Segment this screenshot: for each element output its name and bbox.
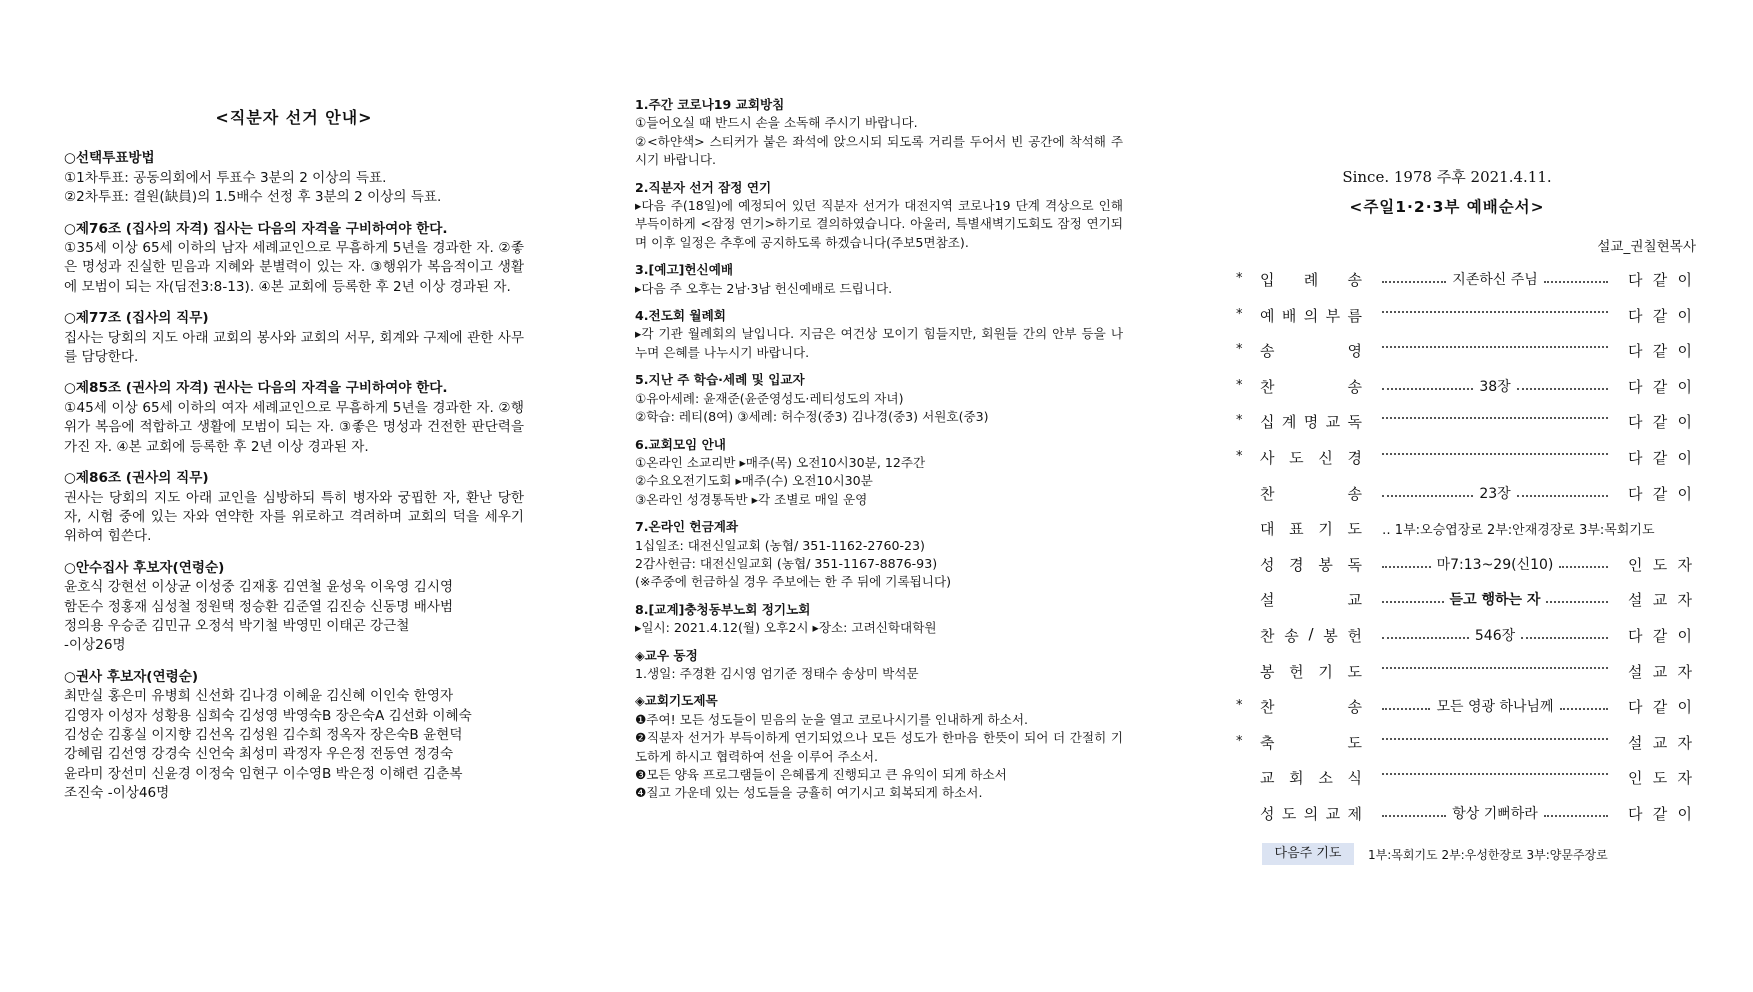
left-line: ②2차투표: 결원(缺員)의 1.5배수 선정 후 3분의 2 이상의 득표. (64, 189, 442, 206)
leader-char: 다 (1628, 626, 1643, 645)
dot-leader (1544, 281, 1608, 283)
standing-marker: * (1236, 377, 1243, 393)
order-item-char: 식 (1347, 769, 1362, 788)
order-item-detail: 23장 (1479, 485, 1511, 502)
leader-char: 도 (1652, 555, 1668, 574)
worship-order-row (1232, 407, 1692, 443)
left-line: 김성순 김홍실 이지향 김선옥 김성원 김수희 정옥자 장은숙B 윤현덕 (64, 726, 463, 743)
leader-char: 같 (1652, 626, 1668, 645)
middle-line: ❹질고 가운데 있는 성도들을 긍휼히 여기시고 회복되게 하소서. (635, 785, 983, 801)
order-item-leader-name (1628, 554, 1692, 575)
worship-order-row (1232, 372, 1692, 408)
worship-order-title: <주일1·2·3부 예배순서> (1349, 198, 1545, 216)
order-item-leader (1382, 269, 1608, 289)
worship-order-row (1232, 728, 1692, 764)
leader-char: 자 (1677, 733, 1692, 752)
leader-char: 다 (1628, 804, 1643, 823)
standing-marker: * (1236, 306, 1243, 322)
dot-leader (1382, 738, 1608, 740)
order-item-char: 명 (1303, 413, 1319, 432)
order-item-char: 송 (1347, 484, 1362, 503)
middle-section (635, 647, 1123, 684)
middle-line: ①유아세례: 윤재준(윤준영성도·레티성도의 자녀) (635, 390, 904, 406)
order-item-char: 설 (1260, 591, 1275, 610)
middle-line: ▸일시: 2021.4.12(월) 오후2시 ▸장소: 고려신학대학원 (635, 620, 937, 636)
order-item-detail: 듣고 행하는 자 (1449, 592, 1541, 609)
worship-order-row (1232, 657, 1692, 693)
order-item-detail: 마7:13~29(신10) (1436, 556, 1554, 573)
middle-line: ▸각 기관 월례회의 날입니다. 지금은 여건상 모이기 힘들지만, 회원들 간의 안부 등을 나누며 은혜를 나누시기 바랍니다. (635, 326, 1123, 360)
left-line: 윤라미 장선미 신윤경 이정숙 임현구 이수영B 박은정 이해련 김춘복 (64, 765, 463, 782)
leader-char: 교 (1652, 733, 1668, 752)
dot-leader (1382, 495, 1473, 497)
order-item-leader (1382, 767, 1608, 775)
order-item-char: 송 (1347, 271, 1362, 289)
standing-marker: * (1236, 448, 1243, 464)
order-item-char: 찬 (1260, 484, 1275, 503)
leader-char: 인 (1628, 769, 1643, 788)
middle-section (635, 692, 1123, 802)
dot-leader (1382, 453, 1608, 455)
leader-char: 같 (1652, 804, 1668, 823)
order-item-char: 십 (1260, 413, 1275, 432)
leader-char: 같 (1652, 306, 1668, 325)
middle-section (635, 261, 1123, 298)
order-item-char: 표 (1289, 520, 1304, 539)
order-item-leader-name (1628, 376, 1692, 397)
left-line: 집사는 당회의 지도 아래 교회의 봉사와 교회의 서무, 회계와 구제에 관한 사무를 담당한다. (64, 329, 524, 366)
order-item-char: 교 (1347, 591, 1362, 610)
leader-char: 같 (1652, 413, 1668, 432)
order-item-name (1260, 732, 1362, 753)
middle-line: ②수요오전기도회 ▸매주(수) 오전10시30분 (635, 473, 873, 489)
order-item-detail: 지존하신 주님 (1452, 272, 1538, 288)
left-section (64, 309, 524, 367)
order-item-name (1260, 305, 1362, 326)
order-item-detail: 항상 기뻐하라 (1452, 805, 1538, 822)
left-section (64, 469, 524, 547)
order-item-leader (1382, 376, 1608, 396)
order-item-char: 성 (1260, 555, 1275, 574)
leader-char: 교 (1652, 662, 1668, 681)
middle-line: ①들어오실 때 반드시 손을 소독해 주시기 바랍니다. (635, 115, 918, 131)
election-guide-column (64, 108, 524, 816)
order-item-leader (1382, 554, 1608, 574)
left-section (64, 220, 524, 298)
order-item-detail: 546장 (1474, 627, 1516, 644)
order-item-leader-name (1628, 767, 1692, 788)
leader-char: 같 (1652, 377, 1668, 396)
middle-heading: 8.[교계]충청동부노회 정기노회 (635, 601, 811, 617)
preacher: 설교_권칠현목사 (1597, 239, 1696, 255)
election-title: <직분자 선거 안내> (215, 108, 373, 127)
standing-marker: * (1236, 271, 1243, 286)
order-item-name (1260, 483, 1362, 504)
order-item-char: 도 (1347, 662, 1362, 681)
left-heading: ○제86조 (권사의 직무) (64, 470, 209, 487)
middle-heading: 2.직분자 선거 잠정 연기 (635, 179, 772, 195)
left-line: 김영자 이성자 성황용 심희숙 김성영 박영숙B 장은숙A 김선화 이혜숙 (64, 707, 472, 724)
order-item-char: 도 (1289, 448, 1304, 467)
order-item-char: 사 (1260, 448, 1275, 467)
worship-order-row (1232, 443, 1692, 479)
order-item-leader (1382, 625, 1608, 645)
order-item-char: 찬 (1260, 377, 1275, 396)
order-item-leader-name (1628, 340, 1692, 361)
left-line: ①1차투표: 공동의회에서 투표수 3분의 2 이상의 득표. (64, 169, 387, 186)
order-item-char: 영 (1347, 342, 1362, 361)
order-item-leader (1382, 696, 1608, 716)
order-item-leader (1382, 803, 1608, 823)
order-item-name (1260, 340, 1362, 361)
order-item-char: 송 (1260, 342, 1275, 361)
dot-leader (1544, 815, 1608, 817)
worship-order-row (1232, 550, 1692, 586)
worship-order-row (1232, 799, 1692, 835)
order-item-leader-name (1628, 411, 1692, 432)
standing-marker: * (1236, 342, 1243, 358)
order-item-name (1260, 625, 1362, 646)
middle-heading: ◈교우 동정 (635, 647, 698, 663)
left-heading: ○제85조 (권사의 자격) 권사는 다음의 자격을 구비하여야 한다. (64, 380, 448, 397)
order-item-char: 신 (1318, 448, 1333, 467)
order-item-char: 헌 (1347, 626, 1362, 645)
order-item-leader-name (1628, 269, 1692, 290)
order-item-char: 축 (1260, 733, 1275, 752)
middle-section (635, 179, 1123, 253)
leader-char: 자 (1677, 662, 1692, 681)
middle-line: ③온라인 성경통독반 ▸각 조별로 매일 운영 (635, 491, 868, 507)
order-item-detail: 모든 영광 하나님께 (1436, 699, 1554, 716)
dot-leader (1517, 495, 1608, 497)
worship-order-row (1232, 621, 1692, 657)
order-item-char: 찬 (1260, 698, 1275, 717)
middle-section (635, 436, 1123, 510)
dot-leader (1382, 815, 1446, 817)
left-line: 윤호식 강현선 이상균 이성중 김재홍 김연철 윤성욱 이욱영 김시영 (64, 579, 454, 596)
left-heading: ○제77조 (집사의 직무) (64, 310, 209, 327)
left-line: 최만실 홍은미 유병희 신선화 김나경 이혜윤 김신혜 이인숙 한영자 (64, 688, 454, 705)
order-item-leader (1382, 483, 1608, 503)
leader-char: 도 (1652, 769, 1668, 788)
left-line: 정의용 우승준 김민규 오정석 박기철 박영민 이태곤 강근철 (64, 617, 410, 634)
leader-char: 다 (1628, 413, 1643, 432)
order-item-name (1260, 696, 1362, 717)
order-item-name (1260, 803, 1362, 824)
order-item-char: 도 (1281, 804, 1297, 823)
middle-section (635, 518, 1123, 592)
order-item-name (1260, 661, 1362, 682)
order-item-char: 교 (1325, 413, 1341, 432)
leader-char: 다 (1628, 448, 1643, 467)
order-item-name (1260, 589, 1362, 610)
left-section (64, 149, 524, 207)
leader-char: 다 (1628, 342, 1643, 361)
order-item-name (1260, 376, 1362, 397)
leader-char: 이 (1677, 342, 1692, 361)
leader-char: 이 (1677, 804, 1692, 823)
left-line: ①45세 이상 65세 이하의 여자 세례교인으로 무흠하게 5년을 경과한 자. ②행위가 복음에 적합하고 생활에 모범이 되는 자. ③좋은 명성과 건전한 판단력을 가진 자. ④본 교회에 등록한 후 2년 이상 경과된 자. (64, 399, 524, 455)
order-item-char: 대 (1260, 520, 1275, 539)
worship-order-row (1232, 265, 1692, 301)
worship-order-row (1232, 585, 1692, 621)
middle-section (635, 96, 1123, 170)
order-item-char: 송 (1347, 377, 1362, 396)
order-item-leader-name (1628, 696, 1692, 717)
leader-char: 같 (1652, 448, 1668, 467)
worship-order-row (1232, 479, 1692, 515)
order-item-char: 헌 (1289, 662, 1304, 681)
order-item-char: 성 (1260, 804, 1275, 823)
left-heading: ○안수집사 후보자(연령순) (64, 559, 225, 576)
dot-leader (1382, 281, 1446, 283)
order-item-leader (1382, 589, 1608, 609)
leader-char: 같 (1652, 342, 1668, 361)
dot-leader (1382, 311, 1608, 313)
dot-leader (1521, 637, 1608, 639)
standing-marker: * (1236, 413, 1243, 429)
worship-order-row (1232, 692, 1692, 728)
leader-char: 이 (1677, 377, 1692, 396)
leader-char: 이 (1677, 413, 1692, 432)
leader-char: 설 (1628, 733, 1643, 752)
middle-heading: 7.온라인 헌금계좌 (635, 519, 739, 535)
order-item-char: 도 (1347, 520, 1362, 539)
order-item-char: 의 (1303, 306, 1319, 325)
order-item-char: 예 (1260, 306, 1275, 325)
middle-line: 1.생일: 주경환 김시영 엄기준 정태수 송상미 박석문 (635, 665, 919, 681)
order-item-char: 회 (1289, 769, 1304, 788)
order-item-char: 독 (1347, 555, 1362, 574)
standing-marker: * (1236, 733, 1243, 749)
middle-line: (※주중에 헌금하실 경우 주보에는 한 주 뒤에 기록됩니다) (635, 574, 952, 590)
leader-char: 다 (1628, 377, 1643, 396)
announcements-column (635, 96, 1123, 812)
leader-char: 설 (1628, 662, 1643, 681)
order-item-char: 찬 (1260, 626, 1275, 645)
order-item-name (1260, 767, 1362, 788)
order-item-char: 도 (1347, 733, 1362, 752)
leader-char: 이 (1677, 484, 1692, 503)
leader-char: 이 (1677, 698, 1692, 717)
middle-line: ❸모든 양육 프로그램들이 은혜롭게 진행되고 큰 유익이 되게 하소서 (635, 767, 1007, 782)
leader-char: 설 (1628, 591, 1643, 610)
dot-leader (1559, 566, 1608, 568)
order-item-char: 계 (1281, 413, 1297, 432)
dot-leader (1382, 773, 1608, 775)
order-item-char: / (1308, 624, 1314, 643)
order-item-char: 입 (1260, 271, 1275, 289)
next-week-prayer-label: 다음주 기도 (1262, 843, 1354, 865)
leader-char: 같 (1652, 484, 1668, 503)
leader-char: 다 (1628, 271, 1643, 289)
order-item-leader (1382, 447, 1608, 455)
middle-line: 1십일조: 대전신일교회 (농협/ 351-1162-2760-23) (635, 537, 925, 553)
left-line: 함돈수 정홍재 심성철 정원택 정승환 김준열 김진승 신동명 배사범 (64, 598, 454, 615)
worship-order-row (1232, 336, 1692, 372)
order-item-name (1260, 518, 1362, 539)
middle-line: ②<하얀색> 스티커가 붙은 좌석에 앉으시되 되도록 거리를 두어서 빈 공간에 착석해 주시기 바랍니다. (635, 133, 1123, 168)
middle-line: ▸다음 주(18일)에 예정되어 있던 직분자 선거가 대전지역 코로나19 단계 격상으로 인해 부득이하게 <잠정 연기>하기로 결의하였습니다. 아울러, 특별새벽기도회도 잠정 연기되며 이후 일정은 추후에 공지하도록 하겠습니다(주보5면참조). (635, 198, 1123, 250)
leader-char: 자 (1677, 555, 1692, 574)
order-item-char: 기 (1318, 662, 1333, 681)
leader-char: 자 (1677, 769, 1692, 788)
order-item-char: 봉 (1318, 555, 1333, 574)
left-heading: ○권사 후보자(연령순) (64, 668, 199, 685)
order-item-char: 교 (1325, 804, 1341, 823)
order-item-char: 배 (1281, 306, 1297, 325)
order-item-char: 기 (1318, 520, 1333, 539)
leader-char: 이 (1677, 626, 1692, 645)
left-line: 조진숙 -이상46명 (64, 785, 170, 802)
middle-line: ①온라인 소교리반 ▸매주(목) 오전10시30분, 12주간 (635, 454, 926, 470)
leader-char: 교 (1652, 591, 1668, 610)
order-item-leader-name (1628, 447, 1692, 468)
left-heading: ○선택투표방법 (64, 150, 155, 167)
order-item-leader (1382, 340, 1608, 348)
leader-char: 다 (1628, 698, 1643, 717)
leader-char: 이 (1677, 271, 1692, 289)
dot-leader (1382, 566, 1431, 568)
order-item-char: 경 (1347, 448, 1362, 467)
middle-heading: 1.주간 코로나19 교회방침 (635, 97, 785, 112)
leader-char: 같 (1652, 698, 1668, 717)
left-line: ①35세 이상 65세 이하의 남자 세례교인으로 무흠하게 5년을 경과한 자. ②좋은 명성과 진실한 믿음과 지혜와 분별력이 있는 자. ③행위가 복음적이고 생활에 모범이 되는 자(딤전3:8-13). ④본 교회에 등록한 후 2년 이상 경과된 자. (64, 240, 524, 295)
left-line: 강혜림 김선영 강경숙 신언숙 최성미 곽정자 우은정 전동연 정경숙 (64, 746, 454, 763)
dot-leader (1517, 388, 1608, 390)
left-section (64, 559, 524, 656)
dot-leader (1560, 708, 1608, 710)
order-item-name (1260, 411, 1362, 432)
order-item-detail: ‥ 1부:오승엽장로 2부:안재경장로 3부:목회기도 (1382, 523, 1655, 539)
order-item-char: 름 (1347, 306, 1362, 325)
since-date: Since. 1978 주후 2021.4.11. (1342, 168, 1552, 186)
dot-leader (1382, 667, 1608, 669)
order-item-char: 봉 (1323, 626, 1338, 645)
middle-section (635, 307, 1123, 362)
order-item-char: 례 (1303, 271, 1319, 289)
dot-leader (1382, 708, 1430, 710)
order-item-name (1260, 269, 1362, 290)
middle-heading: 6.교회모임 안내 (635, 436, 726, 452)
election-sections (64, 149, 524, 803)
order-item-char: 독 (1347, 413, 1362, 432)
middle-line: ②학습: 레티(8여) ③세례: 허수정(중3) 김나경(중3) 서원호(중3) (635, 409, 989, 425)
order-item-name (1260, 554, 1362, 575)
left-line: -이상26명 (64, 637, 126, 654)
next-week-prayer-text: 1부:목회기도 2부:우성한장로 3부:양문주장로 (1368, 847, 1608, 862)
order-item-char: 경 (1289, 555, 1304, 574)
middle-section (635, 601, 1123, 638)
order-item-detail: 38장 (1479, 378, 1511, 395)
dot-leader (1382, 346, 1608, 348)
order-item-leader (1382, 305, 1608, 313)
leader-char: 다 (1628, 484, 1643, 503)
middle-line: ❷직분자 선거가 부득이하게 연기되었으나 모든 성도가 한마음 한뜻이 되어 더 간절히 기도하게 하시고 협력하여 선을 이루어 주소서. (635, 730, 1123, 764)
middle-heading: ◈교회기도제목 (635, 693, 718, 709)
middle-section (635, 371, 1123, 426)
dot-leader (1382, 388, 1473, 390)
worship-order-row (1232, 514, 1692, 550)
middle-line: 2감사헌금: 대전신일교회 (농협/ 351-1167-8876-93) (635, 555, 938, 571)
leader-char: 자 (1677, 591, 1692, 610)
worship-order-row (1232, 763, 1692, 799)
leader-char: 인 (1628, 555, 1643, 574)
leader-char: 다 (1628, 306, 1643, 325)
order-item-leader (1382, 661, 1608, 669)
middle-heading: 4.전도회 월례회 (635, 308, 726, 324)
order-item-char: 교 (1260, 769, 1275, 788)
order-item-leader-name (1628, 803, 1692, 824)
order-item-char: 봉 (1260, 662, 1275, 681)
left-section (64, 668, 524, 804)
worship-order-list (1232, 265, 1692, 835)
leader-char: 같 (1652, 271, 1668, 289)
order-item-leader-name (1628, 732, 1692, 753)
left-line: 권사는 당회의 지도 아래 교인을 심방하되 특히 병자와 궁핍한 자, 환난 당한 자, 시험 중에 있는 자와 연약한 자를 위로하고 격려하며 교회의 덕을 세우기 위하여 힘쓴다. (64, 489, 524, 545)
middle-heading: 3.[예고]헌신예배 (635, 262, 734, 278)
order-item-char: 부 (1325, 306, 1341, 325)
order-item-char: 송 (1347, 698, 1362, 717)
order-item-char: 송 (1284, 626, 1299, 645)
left-section (64, 379, 524, 457)
order-item-char: 의 (1303, 804, 1319, 823)
standing-marker: * (1236, 698, 1243, 714)
dot-leader (1546, 601, 1608, 603)
order-item-leader-name (1628, 661, 1692, 682)
order-item-name (1260, 447, 1362, 468)
order-item-char: 제 (1347, 804, 1362, 823)
leader-char: 이 (1677, 448, 1692, 467)
dot-leader (1382, 637, 1469, 639)
leader-char: 이 (1677, 306, 1692, 325)
announcement-sections (635, 96, 1123, 803)
dot-leader (1382, 417, 1608, 419)
order-item-leader (1382, 411, 1608, 419)
order-item-leader-name (1628, 625, 1692, 646)
dot-leader (1382, 601, 1444, 603)
middle-line: ▸다음 주 오후는 2남·3남 헌신예배로 드립니다. (635, 280, 893, 296)
order-item-char: 소 (1318, 769, 1333, 788)
order-item-leader (1382, 732, 1608, 740)
order-item-leader-name (1628, 589, 1692, 610)
worship-order-row (1232, 301, 1692, 337)
worship-order-column (1232, 166, 1696, 865)
middle-line: ❶주여! 모든 성도들이 믿음의 눈을 열고 코로나시기를 인내하게 하소서. (635, 711, 1029, 727)
next-week-prayer (1232, 843, 1692, 865)
middle-heading: 5.지난 주 학습·세례 및 입교자 (635, 372, 805, 388)
order-item-leader-name (1628, 305, 1692, 326)
order-item-leader-name (1628, 483, 1692, 504)
left-heading: ○제76조 (집사의 자격) 집사는 다음의 자격을 구비하여야 한다. (64, 220, 448, 237)
